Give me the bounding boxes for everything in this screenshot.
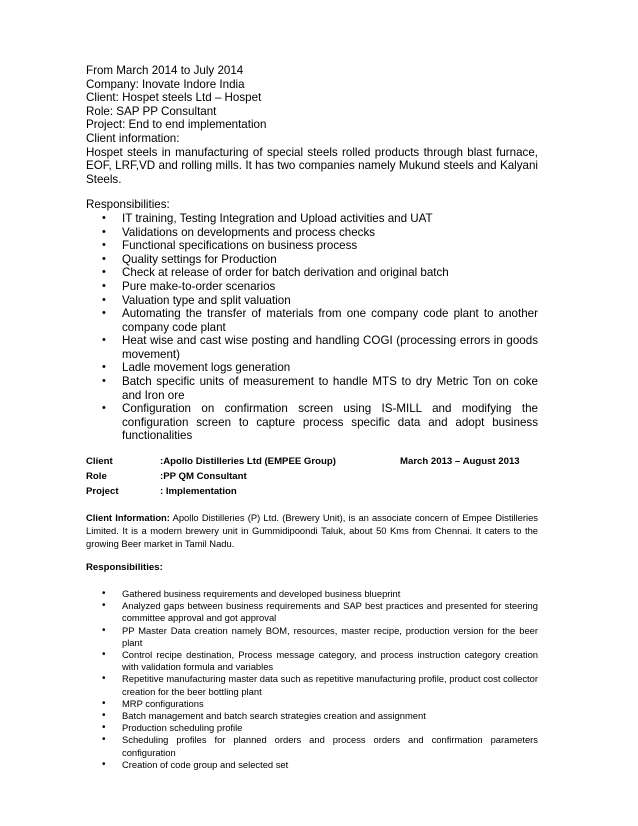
role-line: Role: SAP PP Consultant xyxy=(86,104,217,118)
list-item: • Valuation type and split valuation xyxy=(86,294,538,308)
client-line: Client: Hospet steels Ltd – Hospet xyxy=(86,91,262,105)
role-label: Role xyxy=(86,470,107,482)
responsibilities-heading: Responsibilities: xyxy=(86,198,170,212)
list-item: • Functional specifications on business process xyxy=(86,239,538,253)
list-item: • Validations on developments and process checks xyxy=(86,226,538,240)
list-item: • Analyzed gaps between business requirements and SAP best practices and presented for steering committee approval and got approval xyxy=(86,600,538,624)
list-item: • Ladle movement logs generation xyxy=(86,361,538,375)
project-dates: March 2013 – August 2013 xyxy=(400,455,520,467)
responsibilities-list xyxy=(86,588,538,771)
list-item: • Heat wise and cast wise posting and handling COGI (processing errors in goods movement) xyxy=(86,334,538,361)
list-item: • Gathered business requirements and developed business blueprint xyxy=(86,588,538,600)
list-item: • Batch specific units of measurement to handle MTS to dry Metric Ton on coke and Iron ore xyxy=(86,375,538,402)
list-item: • MRP configurations xyxy=(86,698,538,710)
client-info-text: Apollo Distilleries (P) Ltd. (Brewery Unit), is an associate concern of Empee Distilleries Limited. It is a modern brewery unit in Gummidipoondi Taluk, about 50 Kms from Chennai. It caters to the growing Beer market in Tamil Nadu. xyxy=(86,512,538,549)
list-item: • Batch management and batch search strategies creation and assignment xyxy=(86,710,538,722)
client-label: Client xyxy=(86,455,113,467)
responsibilities-heading: Responsibilities: xyxy=(86,562,163,573)
list-item: • Check at release of order for batch derivation and original batch xyxy=(86,266,538,280)
project-section-apollo xyxy=(86,454,538,771)
list-item: • Quality settings for Production xyxy=(86,253,538,267)
client-info-label: Client Information: xyxy=(86,512,170,523)
company-line: Company: Inovate Indore India xyxy=(86,77,245,91)
client-description: Hospet steels in manufacturing of special steels rolled products through blast furnace, EOF, LRF,VD and rolling mills. It has two companies namely Mukund steels and Kalyani Steels. xyxy=(86,145,538,186)
project-line: Project: End to end implementation xyxy=(86,118,267,132)
project-label: Project xyxy=(86,485,119,497)
project-row xyxy=(86,484,538,499)
client-info-label: Client information: xyxy=(86,131,180,145)
list-item: • Automating the transfer of materials from one company code plant to another company code plant xyxy=(86,307,538,334)
list-item: • Creation of code group and selected set xyxy=(86,759,538,771)
role-value: :PP QM Consultant xyxy=(160,470,247,482)
responsibilities-list xyxy=(86,212,538,443)
list-item: • Repetitive manufacturing master data such as repetitive manufacturing profile, product cost collector creation for the beer bottling plant xyxy=(86,673,538,697)
list-item: • Pure make-to-order scenarios xyxy=(86,280,538,294)
list-item: • Production scheduling profile xyxy=(86,722,538,734)
list-item: • IT training, Testing Integration and Upload activities and UAT xyxy=(86,212,538,226)
project-section-hospet xyxy=(86,64,538,443)
list-item: • Scheduling profiles for planned orders and process orders and confirmation parameters configuration xyxy=(86,734,538,758)
list-item: • Control recipe destination, Process message category, and process instruction category creation with validation formula and variables xyxy=(86,649,538,673)
client-value: :Apollo Distilleries Ltd (EMPEE Group) xyxy=(160,455,336,467)
list-item: • Configuration on confirmation screen using IS-MILL and modifying the configuration screen to capture process specific data and adopt business functionalities xyxy=(86,402,538,443)
list-item: • PP Master Data creation namely BOM, resources, master recipe, production version for the beer plant xyxy=(86,625,538,649)
role-row xyxy=(86,469,538,484)
client-information xyxy=(86,511,538,550)
client-row xyxy=(86,454,538,469)
duration-line: From March 2014 to July 2014 xyxy=(86,64,244,77)
project-value: : Implementation xyxy=(160,485,237,497)
